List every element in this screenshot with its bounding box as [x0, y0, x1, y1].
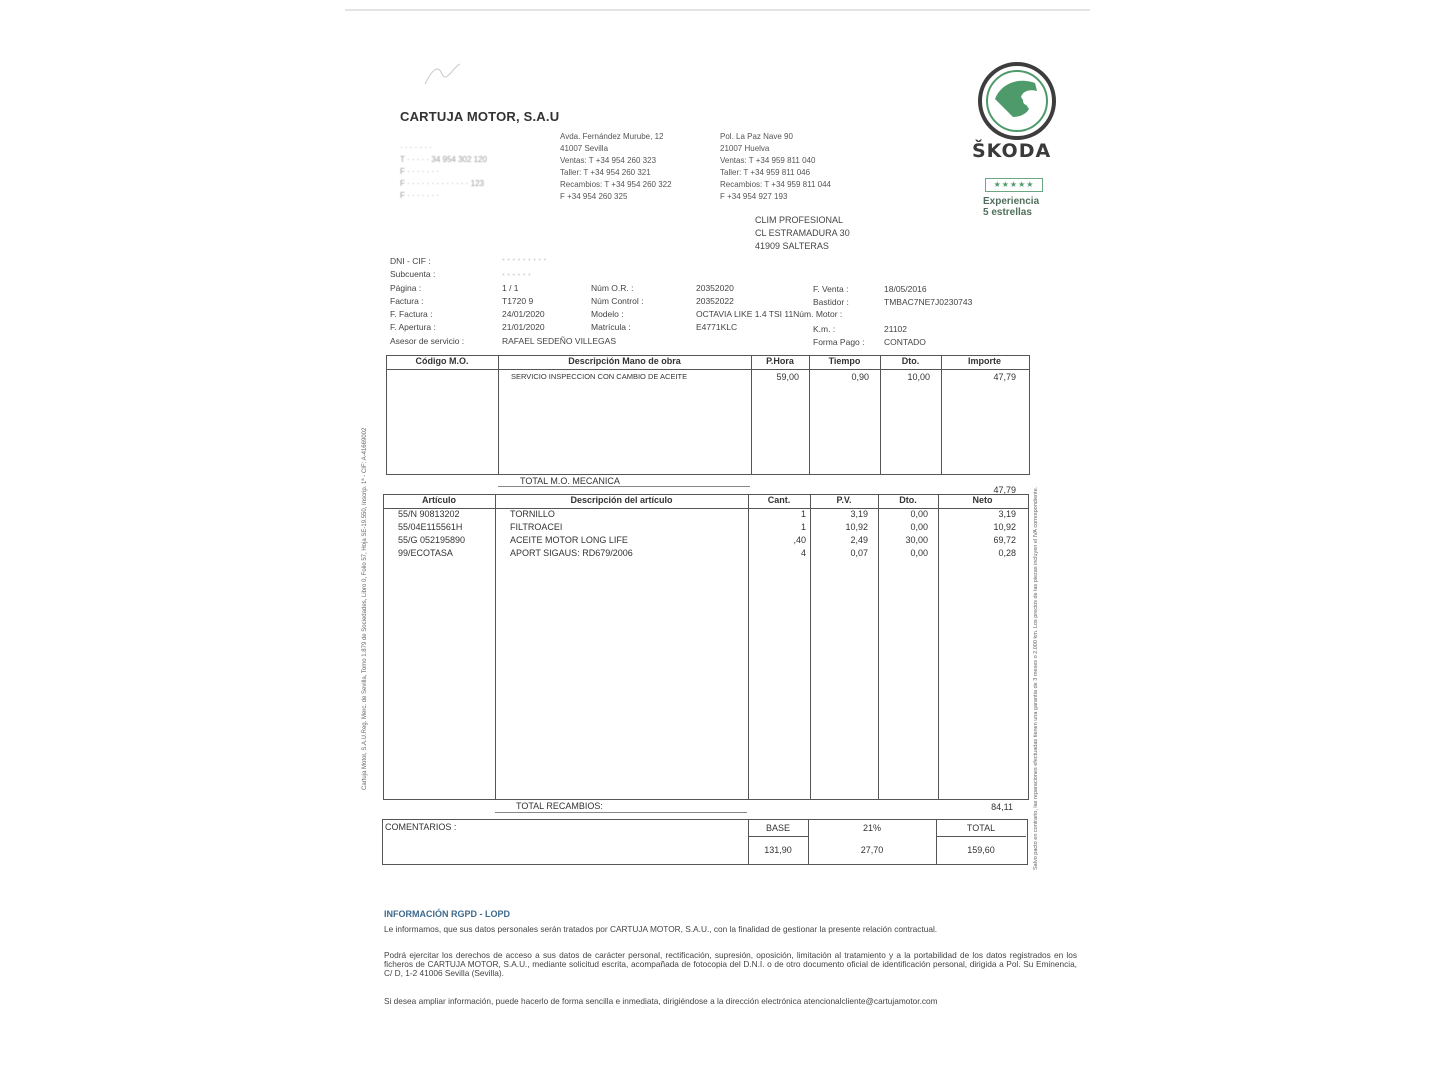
- address-line: 21007 Huelva: [720, 144, 770, 153]
- five-stars-badge: ★★★★★: [985, 178, 1043, 192]
- labor-row-phora: 59,00: [776, 372, 799, 382]
- parts-col-rule: [495, 494, 496, 799]
- summary-base-rule: [748, 836, 808, 837]
- parts-total-value: 84,11: [991, 802, 1013, 812]
- experience-line-2: 5 estrellas: [983, 207, 1032, 218]
- labor-header-descripcion: Descripción Mano de obra: [568, 356, 681, 366]
- address-line: F +34 954 927 193: [720, 192, 788, 201]
- labor-row-descripcion: SERVICIO INSPECCION CON CAMBIO DE ACEITE: [511, 372, 688, 381]
- subcuenta-value: · · · · · ·: [502, 269, 531, 279]
- scan-top-edge: [345, 9, 1090, 11]
- labor-row-tiempo: 0,90: [851, 372, 869, 382]
- address-line: Ventas: T +34 959 811 040: [720, 156, 816, 165]
- matricula-value: E4771KLC: [696, 322, 738, 332]
- total-value: 159,60: [967, 845, 995, 855]
- asesor-value: RAFAEL SEDEÑO VILLEGAS: [502, 336, 617, 346]
- dni-label: DNI - CIF :: [390, 256, 431, 266]
- address-sevilla: [560, 131, 672, 203]
- client-line-3: 41909 SALTERAS: [755, 241, 829, 251]
- parts-row-neto: 0,28: [998, 548, 1016, 558]
- parts-row-cant: 1: [800, 522, 806, 532]
- parts-row-dto: 30,00: [905, 535, 928, 545]
- parts-header-rule: [383, 508, 1028, 509]
- parts-row-dto: 0,00: [910, 509, 928, 519]
- labor-row-importe: 47,79: [993, 372, 1016, 382]
- contact-line: · · · · · · ·: [400, 143, 432, 152]
- address-line: Avda. Fernández Murube, 12: [560, 132, 664, 141]
- address-line: Recambios: T +34 954 260 322: [560, 180, 672, 189]
- iva-value: 27,70: [860, 845, 884, 855]
- fecha-venta-label: F. Venta :: [813, 284, 849, 294]
- company-name: CARTUJA MOTOR, S.A.U: [400, 109, 560, 124]
- labor-header-tiempo: Tiempo: [828, 356, 861, 366]
- contact-line: T · · · · · 34 954 302 120: [400, 155, 488, 164]
- address-line: Recambios: T +34 959 811 044: [720, 180, 831, 189]
- iva-label: 21%: [862, 823, 881, 833]
- signature-scribble: [420, 60, 480, 88]
- num-or-value: 20352020: [696, 283, 734, 293]
- parts-header-cant: Cant.: [767, 495, 791, 505]
- fecha-apertura-label: F. Apertura :: [390, 322, 436, 332]
- parts-row-neto: 10,92: [993, 522, 1016, 532]
- parts-row-pv: 2,49: [850, 535, 868, 545]
- rgpd-paragraph-1: Le informamos, que sus datos personales serán tratados por CARTUJA MOTOR, S.A.U., con la finalidad de gestionar la presente relación contractual.: [384, 924, 938, 934]
- labor-header-dto: Dto.: [901, 356, 920, 366]
- client-line-2: CL ESTRAMADURA 30: [755, 228, 850, 238]
- total-label: TOTAL: [966, 823, 996, 833]
- address-line: Pol. La Paz Nave 90: [720, 132, 793, 141]
- parts-header-dto: Dto.: [899, 495, 917, 505]
- skoda-wordmark: ŠKODA: [972, 140, 1052, 162]
- fecha-venta-value: 18/05/2016: [884, 284, 927, 294]
- address-line: 41007 Sevilla: [560, 144, 609, 153]
- rgpd-title: INFORMACIÓN RGPD - LOPD: [384, 909, 510, 919]
- registry-side-text: Cartuja Motor, S.A.U.Reg. Merc. de Sevilla, Tomo 1.879 de Sociedades, Libro 0, Folio 57, Hoja SE-19.550, Inscrip. 1ª - CIF: A-41669002: [362, 427, 368, 790]
- pagina-label: Página :: [390, 283, 422, 293]
- parts-row-cant: 4: [800, 548, 806, 558]
- client-address: [755, 214, 850, 253]
- rgpd-paragraph-3: Si desea ampliar información, puede hacerlo de forma sencilla e inmediata, dirigiéndose a la dirección electrónica atencionalcliente@cartujamotor.com: [384, 996, 938, 1006]
- fecha-factura-value: 24/01/2020: [502, 309, 545, 319]
- labor-header-phora: P.Hora: [766, 356, 794, 366]
- labor-header-importe: Importe: [967, 356, 1001, 366]
- summary-total-rule: [936, 836, 1026, 837]
- labor-total-rule: [498, 486, 750, 487]
- km-label: K.m. :: [813, 324, 836, 334]
- parts-row-pv: 0,07: [850, 548, 868, 558]
- parts-row-pv: 10,92: [845, 522, 868, 532]
- parts-row-neto: 69,72: [993, 535, 1016, 545]
- labor-table: [386, 355, 1030, 475]
- pagina-value: 1 / 1: [502, 283, 519, 293]
- labor-total-label: TOTAL M.O. MECANICA: [520, 476, 620, 486]
- parts-row-descripcion: FILTROACEI: [510, 522, 563, 532]
- parts-header-articulo: Artículo: [421, 495, 456, 505]
- labor-header-codigo: Código M.O.: [415, 356, 469, 366]
- experience-label: [983, 196, 1039, 218]
- parts-row-articulo: 55/N 90813202: [398, 509, 460, 519]
- factura-label: Factura :: [390, 296, 424, 306]
- parts-row-pv: 3,19: [850, 509, 868, 519]
- contact-line: F · · · · · · ·: [400, 191, 440, 200]
- forma-pago-value: CONTADO: [884, 337, 926, 347]
- modelo-value: OCTAVIA LIKE 1.4 TSI 11Núm. Motor :: [696, 309, 843, 319]
- parts-header-neto: Neto: [972, 495, 993, 505]
- parts-row-descripcion: APORT SIGAUS: RD679/2006: [510, 548, 633, 558]
- num-control-value: 20352022: [696, 296, 734, 306]
- parts-row-cant: ,40: [793, 535, 806, 545]
- labor-header-rule: [386, 369, 1029, 370]
- parts-row-neto: 3,19: [998, 509, 1016, 519]
- base-value: 131,90: [764, 845, 792, 855]
- address-line: Taller: T +34 959 811 046: [720, 168, 811, 177]
- address-line: Taller: T +34 954 260 321: [560, 168, 651, 177]
- company-contact-blurred: [400, 142, 487, 202]
- bastidor-value: TMBAC7NE7J0230743: [884, 297, 973, 307]
- parts-row-descripcion: ACEITE MOTOR LONG LIFE: [510, 535, 628, 545]
- address-huelva: [720, 131, 831, 203]
- parts-row-articulo: 55/G 052195890: [398, 535, 466, 545]
- parts-row-articulo: 99/ECOTASA: [398, 548, 453, 558]
- bastidor-label: Bastidor :: [813, 297, 849, 307]
- labor-col-rule: [498, 355, 499, 474]
- legal-side-text: Salvo pacto en contrario, las reparaciones efectuadas tienen una garantía de 3 meses o 2.000 km. Los precios de las piezas incluyen el IVA correspondiente.: [1033, 486, 1039, 870]
- forma-pago-label: Forma Pago :: [813, 337, 865, 347]
- labor-total-value: 47,79: [993, 485, 1016, 495]
- parts-header-descripcion: Descripción del artículo: [570, 495, 673, 505]
- dni-value: · · · · · · · · ·: [502, 254, 547, 264]
- parts-row-descripcion: TORNILLO: [510, 509, 555, 519]
- skoda-logo-icon: [977, 61, 1057, 141]
- address-line: F +34 954 260 325: [560, 192, 628, 201]
- subcuenta-label: Subcuenta :: [390, 269, 436, 279]
- num-or-label: Núm O.R. :: [591, 283, 634, 293]
- modelo-label: Modelo :: [591, 309, 624, 319]
- contact-line: F · · · · · · · · · · · · · 123: [400, 179, 484, 188]
- parts-total-rule: [495, 812, 747, 813]
- parts-total-label: TOTAL RECAMBIOS:: [516, 801, 603, 811]
- fecha-apertura-value: 21/01/2020: [502, 322, 545, 332]
- factura-value: T1720 9: [502, 296, 534, 306]
- parts-row-articulo: 55/04E115561H: [398, 522, 463, 532]
- asesor-label: Asesor de servicio :: [390, 336, 465, 346]
- contact-line: F · · · · · · ·: [400, 167, 440, 176]
- comentarios-label: COMENTARIOS :: [385, 822, 457, 832]
- address-line: Ventas: T +34 954 260 323: [560, 156, 657, 165]
- parts-row-cant: 1: [800, 509, 806, 519]
- km-value: 21102: [884, 324, 908, 334]
- base-label: BASE: [765, 823, 790, 833]
- parts-row-dto: 0,00: [910, 548, 928, 558]
- num-control-label: Núm Control :: [591, 296, 644, 306]
- rgpd-paragraph-2: Podrá ejercitar los derechos de acceso a sus datos de carácter personal, rectificación, supresión, oposición, limitación al tratamiento y a la portabilidad de los datos registrados en los ficheros de CARTUJA MOTOR, S.A.U., mediante solicitud escrita, acompañada de fotocopia del D.N.I. o de otro documento oficial de identificación personal, dirigida a Pol. Su Eminencia, C/ D, 1-2 41006 Sevilla (Sevilla).: [384, 950, 1077, 978]
- parts-row-dto: 0,00: [910, 522, 928, 532]
- experience-line-1: Experiencia: [983, 196, 1040, 207]
- parts-table: [383, 494, 1029, 800]
- labor-row-dto: 10,00: [907, 372, 930, 382]
- parts-header-pv: P.V.: [836, 495, 852, 505]
- client-line-1: CLIM PROFESIONAL: [755, 215, 844, 225]
- fecha-factura-label: F. Factura :: [390, 309, 433, 319]
- matricula-label: Matrícula :: [591, 322, 631, 332]
